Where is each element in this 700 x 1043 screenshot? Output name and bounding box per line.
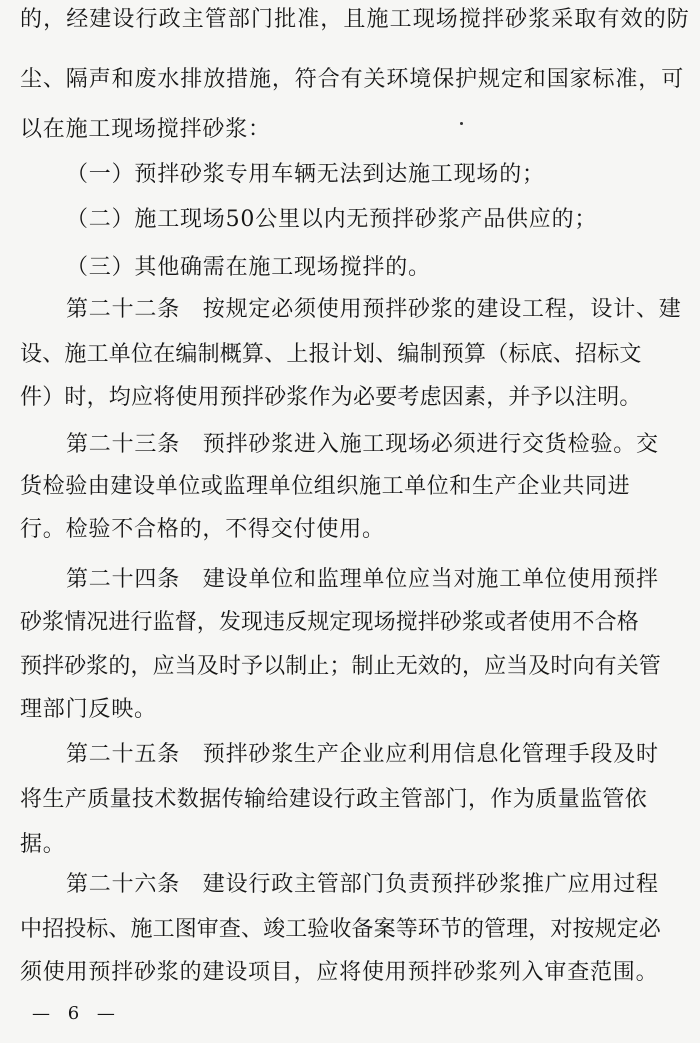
article-22-line-1: 第二十二条 按规定必须使用预拌砂浆的建设工程，设计、建	[66, 297, 682, 322]
article-24-line-3: 预拌砂浆的，应当及时予以制止；制止无效的，应当及时向有关管	[20, 654, 661, 679]
article-23-line-1: 第二十三条 预拌砂浆进入施工现场必须进行交货检验。交	[66, 432, 659, 457]
article-22-line-2: 设、施工单位在编制概算、上报计划、编制预算（标底、招标文	[20, 342, 642, 367]
article-24-line-2: 砂浆情况进行监督，发现违反规定现场搅拌砂浆或者使用不合格	[20, 610, 639, 635]
page-number: — 6 —	[32, 1003, 121, 1024]
text-line-2: 尘、隔声和废水排放措施，符合有关环境保护规定和国家标准，可	[20, 67, 685, 92]
list-item-2: （二）施工现场50公里以内无预拌砂浆产品供应的；	[66, 207, 598, 232]
text-line-1: 的，经建设行政主管部门批准，且施工现场搅拌砂浆采取有效的防	[20, 7, 690, 32]
article-26-line-1: 第二十六条 建设行政主管部门负责预拌砂浆推广应用过程	[66, 872, 659, 897]
article-26-line-2: 中招投标、施工图审查、竣工验收备案等环节的管理，对按规定必	[20, 917, 661, 942]
article-24-line-1: 第二十四条 建设单位和监理单位应当对施工单位使用预拌	[66, 567, 659, 592]
article-23-line-2: 货检验由建设单位或监理单位组织施工单位和生产企业共同进	[20, 474, 631, 499]
article-26-line-3: 须使用预拌砂浆的建设项目，应将使用预拌砂浆列入审查范围。	[20, 960, 659, 985]
list-item-1: （一）预拌砂浆专用车辆无法到达施工现场的；	[66, 162, 545, 187]
article-25-line-2: 将生产质量技术数据传输给建设行政主管部门，作为质量监管依	[20, 787, 648, 812]
article-25-line-1: 第二十五条 预拌砂浆生产企业应利用信息化管理手段及时	[66, 742, 659, 767]
text-line-3: 以在施工现场搅拌砂浆：	[20, 117, 271, 142]
article-25-line-3: 据。	[20, 832, 66, 857]
article-24-line-4: 理部门反映。	[20, 697, 157, 722]
article-22-line-3: 件）时，均应将使用预拌砂浆作为必要考虑因素，并予以注明。	[20, 385, 642, 410]
list-item-3: （三）其他确需在施工现场搅拌的。	[66, 255, 431, 280]
scan-speck	[460, 122, 463, 125]
article-23-line-3: 行。检验不合格的，不得交付使用。	[20, 517, 385, 542]
